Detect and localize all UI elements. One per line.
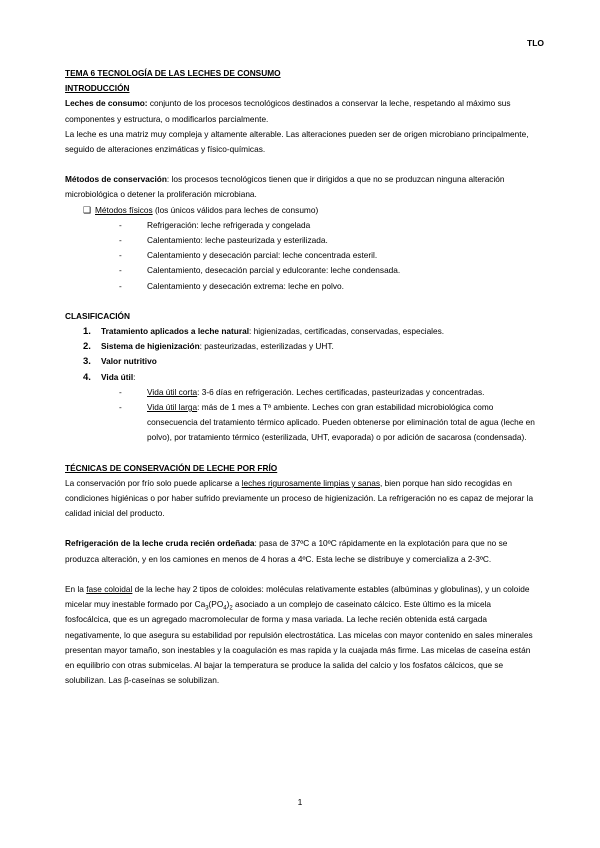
physical-methods-label: Métodos físicos	[95, 204, 153, 215]
methods-paragraph	[65, 172, 537, 202]
list-item: - Vida útil corta: 3-6 días en refrigeración. Leches certificadas, pasteurizadas y concentradas.	[119, 386, 485, 397]
methods-list	[65, 218, 537, 294]
methods-term: Métodos de conservación	[65, 174, 167, 185]
list-item: - Calentamiento: leche pasteurizada y esterilizada.	[119, 235, 328, 246]
list-item: 3. Valor nutritivo	[83, 356, 157, 368]
classification-list	[65, 324, 537, 385]
cold-heading: TÉCNICAS DE CONSERVACIÓN DE LECHE POR FRÍO	[65, 462, 278, 473]
list-item: 2. Sistema de higienización: pasteurizadas, esterilizadas y UHT.	[83, 341, 334, 353]
intro-definition	[65, 96, 537, 126]
list-item: - Calentamiento, desecación parcial y edulcorante: leche condensada.	[119, 265, 401, 276]
list-item: - Refrigeración: leche refrigerada y congelada	[119, 219, 311, 230]
shelf-life-list	[65, 385, 537, 446]
page-number: 1	[297, 797, 303, 807]
list-item: - Calentamiento y desecación extrema: leche en polvo.	[119, 280, 344, 291]
methods-text: : los procesos tecnológicos tienen que ir dirigidos a que no se produzcan ninguna alteración microbiológica o detener la proliferación microbiana.	[65, 174, 505, 200]
classification-heading: CLASIFICACIÓN	[65, 310, 130, 321]
list-item: - Vida útil larga: más de 1 mes a Tª ambiente. Leches con gran estabilidad microbiológica como consecuencia del tratamiento térmico aplicado. Pueden obtenerse por eliminación total de agua (leche en polvo), por tratamiento térmico (esterilizada, UHT, evaporada) o por adición de sacarosa (condensada).	[119, 402, 535, 443]
header-initials: TLO	[527, 38, 544, 48]
intro-heading: INTRODUCCIÓN	[65, 83, 130, 94]
intro-paragraph: La leche es una matriz muy compleja y altamente alterable. Las alteraciones pueden ser de origen microbiano principalmente, seguido de alteraciones enzimáticas y físico-químicas.	[65, 128, 529, 155]
document-body	[65, 66, 537, 688]
list-item: - Calentamiento y desecación parcial: leche concentrada esteril.	[119, 250, 378, 261]
list-item: 4. Vida útil:	[83, 371, 136, 383]
cold-paragraph-2: Refrigeración de la leche cruda recién ordeñada: pasa de 37ºC a 10ºC rápidamente en la explotación para que no se produzca alteración, y en los camiones en menos de 4 horas a 4ºC. Esta leche se distribuye y comercializa a 2-3ºC.	[65, 538, 508, 564]
document-title: TEMA 6 TECNOLOGÍA DE LAS LECHES DE CONSUMO	[65, 68, 281, 78]
checkbox-bullet-icon: ❑	[83, 204, 92, 215]
physical-methods-note: (los únicos válidos para leches de consumo)	[152, 204, 319, 215]
cold-paragraph-3: En la fase coloidal de la leche hay 2 tipos de coloides: moléculas relativamente estables (albúminas y globulinas), y un coloide micelar muy inestable formado por $Ca_3(PO_4)_2$ asociado a un complejo de caseinato cálcico. Este último es la micela fosfocálcica, que es un agregado macromolecular de forma y masa variada. La leche recién obtenida está cargada negativamente, lo que asegura su estabilidad por repulsión electrostática. Las micelas con mayor contenido en sales minerales presentan mayor tamaño, son inestables y la coagulación es mas rapida y la cuajada más firme. Las micelas de caseína están en equilibrio con otras submicelas. Al bajar la temperatura se produce la salida del calcio y los fosfatos cálcicos, que se solubilizan. Las β-caseínas se solubilizan.	[65, 583, 533, 686]
definition-text: conjunto de los procesos tecnológicos destinados a conservar la leche, respetando al máximo sus componentes y estructura, o modificarlos parcialmente.	[65, 98, 511, 124]
physical-methods-item	[83, 203, 537, 218]
list-item: 1. Tratamiento aplicados a leche natural: higienizadas, certificadas, conservadas, especiales.	[83, 326, 445, 338]
definition-term: Leches de consumo:	[65, 98, 148, 109]
cold-paragraph-1: La conservación por frío solo puede aplicarse a leches rigurosamente limpias y sanas, bien porque han sido recogidas en condiciones higiénicas o por haber sufrido previamente un proceso de higienización. La refrigeración no es capaz de mejorar la calidad inicial del producto.	[65, 477, 534, 519]
